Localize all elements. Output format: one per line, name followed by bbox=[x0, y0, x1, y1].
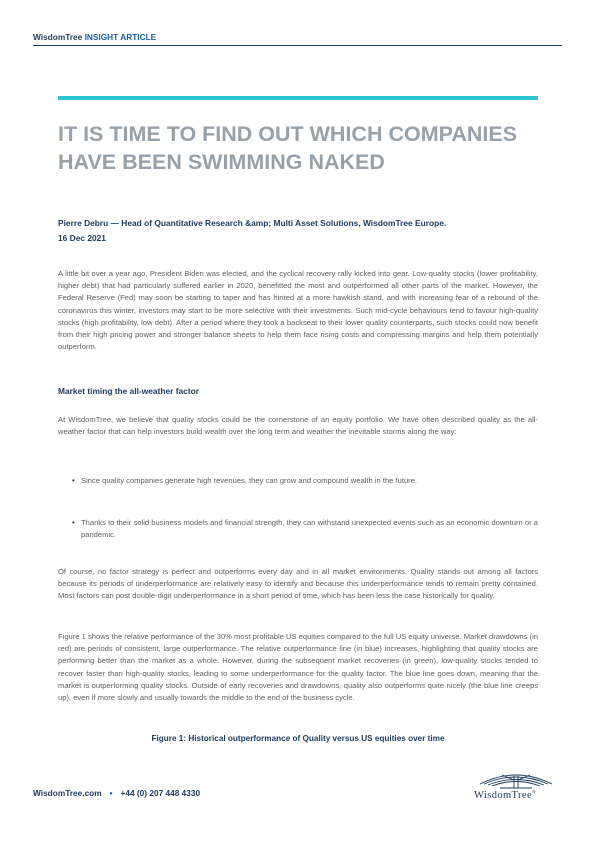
section-heading: Market timing the all-weather factor bbox=[58, 386, 200, 396]
bullet-item bbox=[72, 475, 538, 487]
bullet-item bbox=[72, 517, 538, 541]
body-paragraph-3: Of course, no factor strategy is perfect and outperforms every day and in all market environments. Quality stands out among all factors because its periods of underperformance are relatively easy to identify and because this underperformance tends to remain pretty contained. Most factors can post double-digit underperformance in a short period of time, which has been less the case historically for quality. bbox=[58, 567, 538, 601]
logo-wordmark: WisdomTree bbox=[474, 790, 533, 801]
footer-phone: +44 (0) 207 448 4330 bbox=[120, 788, 201, 798]
document-header bbox=[33, 32, 562, 46]
byline bbox=[58, 216, 538, 246]
intro-paragraph: A little bit over a year ago, President Biden was elected, and the cyclical recovery rally kicked into gear. Low-quality stocks (lower profitability, higher debt) that had particularly suffered earlier in 2020, benefitted the most and outperformed all other parts of the market. However, the Federal Reserve (Fed) may soon be starting to taper and has hinted at a more hawkish stand, and with increasing fear of a rebound of the coronavirus this winter, investors may start to be more selective with their investments. Such mid-cycle behaviours tend to favour high-quality stocks (high profitability, low debt). After a period where they took a backseat to their lower quality counterparts, such stocks could now benefit from their high pricing power and stronger balance sheets to help them face rising costs and compressing margins and help them potentially outperform. bbox=[58, 269, 538, 352]
bullet-dot-icon: • bbox=[72, 476, 75, 485]
author-line: Pierre Debru — Head of Quantitative Research &amp; Multi Asset Solutions, WisdomTree Europe. bbox=[58, 218, 447, 228]
document-footer bbox=[33, 788, 200, 798]
bullet-text: Thanks to their solid business models and financial strength, they can withstand unexpected events such as an economic downturn or a pandemic. bbox=[81, 518, 538, 540]
wisdomtree-logo bbox=[474, 790, 536, 801]
title-accent-rule bbox=[58, 96, 538, 100]
header-label: INSIGHT ARTICLE bbox=[84, 32, 157, 42]
footer-website[interactable]: WisdomTree.com bbox=[33, 788, 102, 798]
bullet-dot-icon: • bbox=[72, 518, 75, 527]
bullet-text: Since quality companies generate high revenues, they can grow and compound wealth in the future. bbox=[81, 476, 418, 485]
figure-caption: Figure 1: Historical outperformance of Quality versus US equities over time bbox=[151, 734, 445, 743]
article-title: IT IS TIME TO FIND OUT WHICH COMPANIES HAVE BEEN SWIMMING NAKED bbox=[58, 122, 518, 174]
logo-registered-mark: ® bbox=[532, 790, 537, 796]
header-brand: WisdomTree bbox=[33, 32, 83, 42]
body-paragraph-4: Figure 1 shows the relative performance of the 30% most profitable US equities compared to the full US equity universe. Market drawdowns (in red) are periods of consistent, large outperformance. The relative outperformance line (in blue) increases, highlighting that quality stocks are performing better than the market as a whole. However, during the subsequent market recoveries (in green), low-quality stocks tended to recover faster than high-quality stocks, leading to some underperformance for the quality factor. The blue line goes down, meaning that the market is outperforming quality stocks. Outside of early recoveries and drawdowns, quality also outperforms quite nicely (the blue line creeps up), even if more slowly and usually towards the middle to the end of the business cycle. bbox=[58, 632, 538, 703]
footer-separator: • bbox=[109, 788, 113, 798]
body-paragraph-2: At WisdomTree, we believe that quality stocks could be the cornerstone of an equity portfolio. We have often described quality as the all-weather factor that can help investors build wealth over the long term and weather the inevitable storms along the way: bbox=[58, 415, 538, 437]
publish-date: 16 Dec 2021 bbox=[58, 233, 106, 243]
